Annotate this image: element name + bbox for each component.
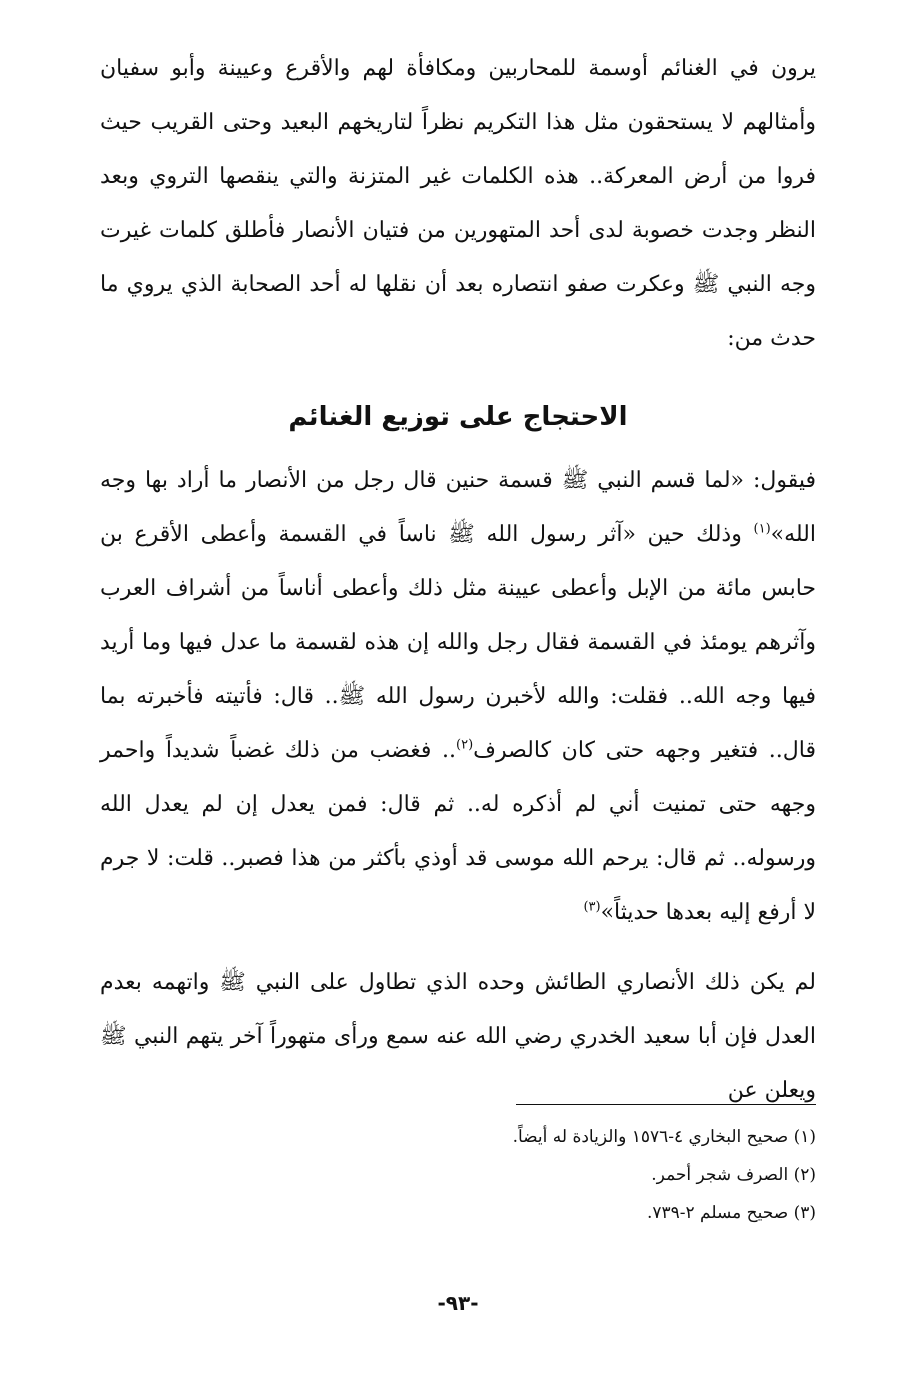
page-body: [100, 42, 816, 1118]
intro-paragraph: يرون في الغنائم أوسمة للمحاربين ومكافأة لهم والأقرع وعيينة وأبو سفيان وأمثالهم لا يستحقون مثل هذا التكريم نظراً لتاريخهم البعيد وحتى القريب حيث فروا من أرض المعركة.. هذه الكلمات غير المتزنة والتي ينقصها التروي وبعد النظر وجدت خصوبة لدى أحد المتهورين من فتيان الأنصار فأطلق كلمات غيرت وجه النبي ﷺ وعكرت صفو انتصاره بعد أن نقلها له أحد الصحابة الذي يروي ما حدث من:: [100, 56, 816, 351]
hadith-text-part-1: فيقول: «لما قسم النبي ﷺ قسمة حنين قال رجل من الأنصار ما أراد بها وجه الله»: [100, 468, 816, 547]
footnote-marker-2: (٢): [456, 737, 474, 753]
footnote-divider: [516, 1104, 816, 1105]
section-heading: الاحتجاج على توزيع الغنائم: [288, 402, 628, 432]
footnote-marker-3: (٣): [583, 899, 601, 915]
hadith-text-part-3: .. فغضب من ذلك غضباً شديداً واحمر وجهه حتى تمنيت أني لم أذكره له.. ثم قال: فمن يعدل إن لم يعدل الله ورسوله.. ثم قال: يرحم الله موسى قد أوذي بأكثر من هذا فصبر.. قلت: لا جرم لا أرفع إليه بعدها حديثاً»: [100, 738, 816, 925]
closing-paragraph: لم يكن ذلك الأنصاري الطائش وحده الذي تطاول على النبي ﷺ واتهمه بعدم العدل فإن أبا سعيد الخدري رضي الله عنه سمع ورأى متهوراً آخر يتهم النبي ﷺ ويعلن عن: [100, 970, 816, 1103]
footnote-1: (١) صحيح البخاري ٤-١٥٧٦ والزيادة له أيضاً.: [512, 1127, 816, 1147]
footnotes: [400, 1118, 816, 1232]
footnote-2: (٢) الصرف شجر أحمر.: [651, 1165, 816, 1185]
paragraph-gap: [100, 940, 816, 956]
footnote-3: (٣) صحيح مسلم ٢-٧٣٩.: [646, 1203, 816, 1223]
hadith-paragraph: [100, 454, 816, 940]
footnote-marker-1: (١): [753, 521, 771, 537]
page-number: -٩٣-: [437, 1291, 479, 1315]
hadith-text-part-2: وذلك حين «آثر رسول الله ﷺ ناساً في القسمة وأعطى الأقرع بن حابس مائة من الإبل وأعطى عيينة مثل ذلك وأعطى أناساً من أشراف العرب وآثرهم يومئذ في القسمة فقال رجل والله إن هذه لقسمة ما عدل فيها وما أريد فيها وجه الله.. فقلت: والله لأخبرن رسول الله ﷺ.. قال: فأتيته فأخبرته بما قال.. فتغير وجهه حتى كان كالصرف: [100, 522, 816, 763]
